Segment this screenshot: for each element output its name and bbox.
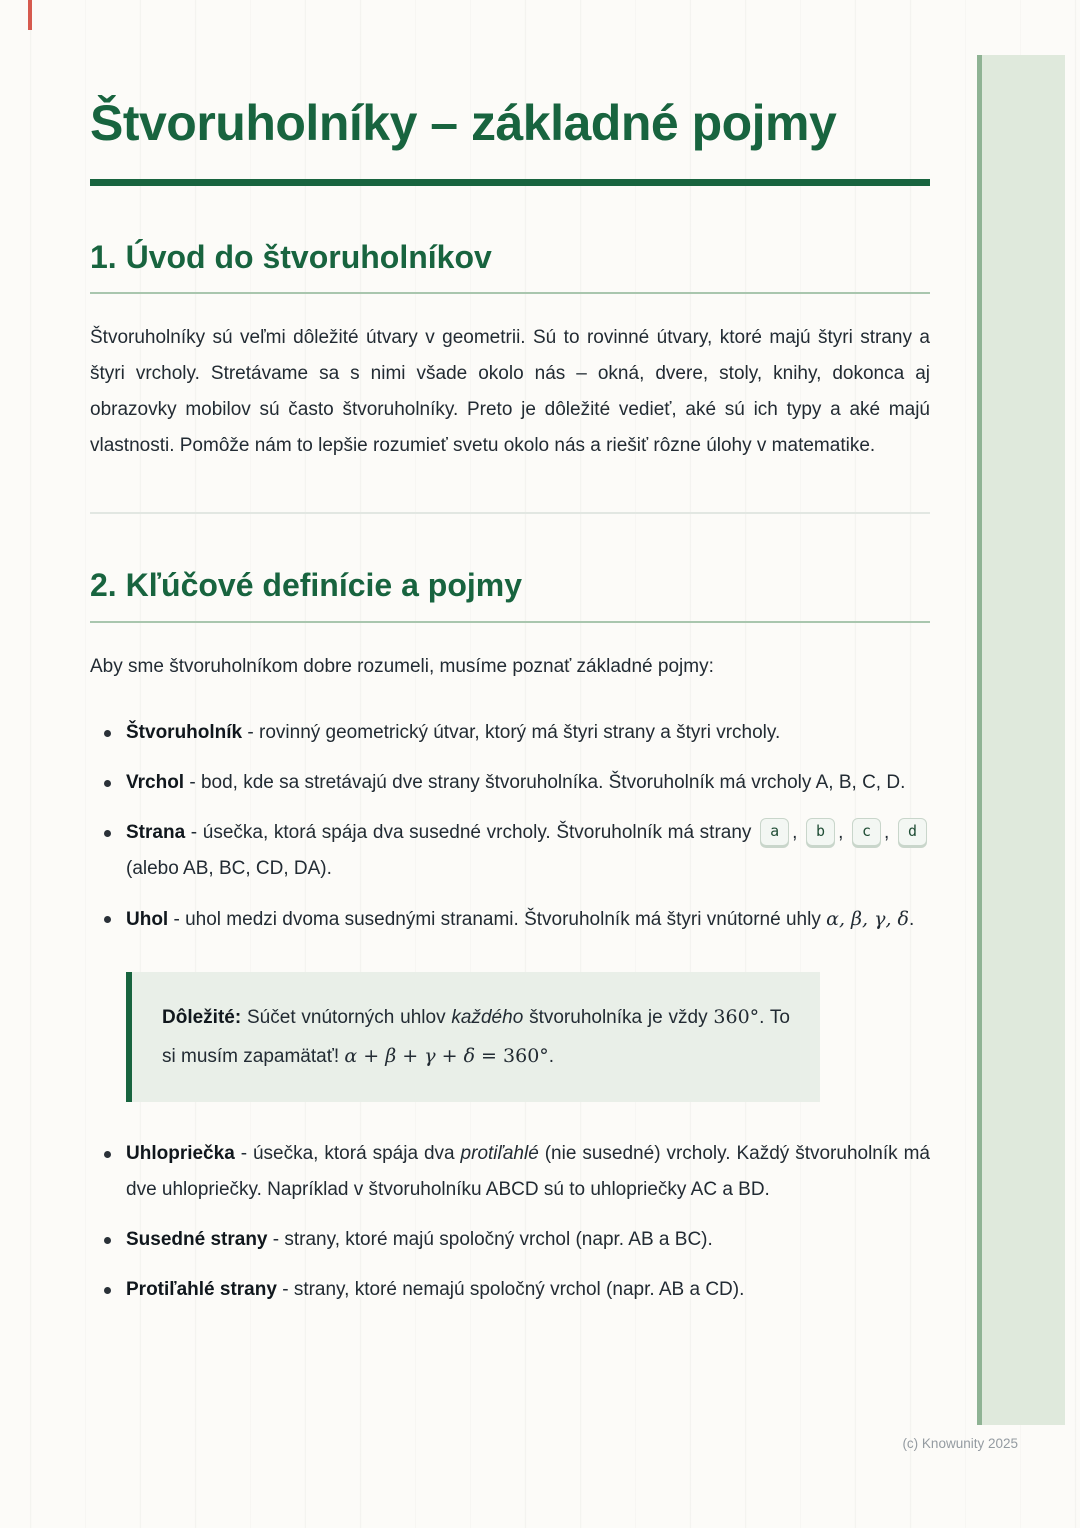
- copyright-footer: (c) Knowunity 2025: [902, 1436, 1018, 1451]
- text-segment: - úsečka, ktorá spája dva: [234, 1142, 461, 1164]
- text-segment: - strany, ktoré nemajú spoločný vrchol (napr. AB a CD).: [276, 1278, 745, 1300]
- document-content: [90, 0, 930, 1322]
- callout-text: [162, 998, 790, 1076]
- text-segment: - rovinný geometrický útvar, ktorý má štyri strany a štyri vrcholy.: [242, 721, 781, 743]
- text-segment: Vrchol: [126, 771, 185, 793]
- text-segment: (nie susedné) vrcholy. Každý štvoruholník má dve uhlopriečky. Napríklad v štvoruholníku ABCD sú to uhlopriečky AC a BD.: [126, 1142, 930, 1200]
- text-segment: Súčet vnútorných uhlov: [241, 1006, 452, 1028]
- text-segment: Dôležité:: [162, 1006, 242, 1028]
- definition-list-item: [126, 765, 930, 801]
- side-label-chip: a: [760, 818, 789, 846]
- text-segment: protiľahlé: [460, 1142, 539, 1164]
- text-segment: Susedné strany: [126, 1228, 268, 1250]
- text-segment: 360°: [713, 1005, 760, 1028]
- text-segment: - strany, ktoré majú spoločný vrchol (napr. AB a BC).: [267, 1228, 713, 1250]
- text-segment: ,: [884, 821, 895, 843]
- section2-intro: Aby sme štvoruholníkom dobre rozumeli, musíme poznať základné pojmy:: [90, 655, 714, 677]
- text-segment: - uhol medzi dvoma susednými stranami. Štvoruholník má štyri vnútorné uhly: [168, 908, 827, 930]
- text-segment: = 360°: [475, 1044, 549, 1067]
- important-callout: [126, 972, 820, 1102]
- text-segment: - bod, kde sa stretávajú dve strany štvoruholníka. Štvoruholník má vrcholy A, B, C, D.: [184, 771, 906, 793]
- right-margin-stripe: [977, 55, 1065, 1425]
- text-segment: (alebo AB, BC, CD, DA).: [126, 857, 332, 879]
- section-intro: [90, 238, 930, 464]
- text-segment: α + β + γ + δ: [344, 1044, 476, 1067]
- section1-heading: 1. Úvod do štvoruholníkov: [90, 239, 492, 275]
- definition-list-item: [126, 715, 930, 751]
- text-segment: - úsečka, ktorá spája dva susedné vrcholy. Štvoruholník má strany: [185, 821, 758, 843]
- text-segment: Štvoruholník: [126, 721, 243, 743]
- text-segment: .: [908, 908, 915, 930]
- title-divider: [90, 179, 930, 186]
- section2-underline: [90, 621, 930, 623]
- notebook-red-line: [28, 0, 32, 30]
- page-title: Štvoruholníky – základné pojmy: [90, 95, 837, 151]
- definition-list-item: [126, 901, 930, 938]
- definition-list-item: [126, 815, 930, 887]
- side-label-chip: c: [852, 818, 881, 846]
- definition-list-item: [126, 1136, 930, 1208]
- text-segment: Uhol: [126, 908, 169, 930]
- text-segment: ,: [792, 821, 804, 843]
- definition-list-item: [126, 1272, 930, 1308]
- section2-heading: 2. Kľúčové definície a pojmy: [90, 567, 523, 604]
- section1-paragraph: Štvoruholníky sú veľmi dôležité útvary v geometrii. Sú to rovinné útvary, ktoré majú štyri strany a štyri vrcholy. Stretávame sa s nimi všade okolo nás – okná, dvere, stoly, knihy, dokonca aj obrazovky mobilov sú často štvoruholníky. Preto je dôležité vedieť, aké sú ich typy a aké majú vlastnosti. Pomôže nám to lepšie rozumieť svetu okolo nás a riešiť rôzne úlohy v matematike.: [90, 327, 930, 457]
- text-segment: Strana: [126, 821, 186, 843]
- text-segment: štvoruholníka je vždy: [523, 1006, 714, 1028]
- section-definitions: [90, 566, 930, 1307]
- definitions-list-top: [90, 715, 930, 938]
- section-divider: [90, 512, 930, 514]
- text-segment: Protiľahlé strany: [126, 1278, 277, 1300]
- text-segment: .: [548, 1045, 555, 1067]
- definitions-list-bottom: [90, 1136, 930, 1308]
- text-segment: každého: [451, 1006, 524, 1028]
- text-segment: Uhlopriečka: [126, 1142, 235, 1164]
- section1-underline: [90, 292, 930, 294]
- side-label-chip: b: [806, 818, 835, 846]
- side-label-chip: d: [898, 818, 927, 846]
- text-segment: ,: [838, 821, 849, 843]
- definition-list-item: [126, 1222, 930, 1258]
- text-segment: . To si musím zapamätať!: [162, 1006, 790, 1067]
- text-segment: α, β, γ, δ: [826, 907, 909, 930]
